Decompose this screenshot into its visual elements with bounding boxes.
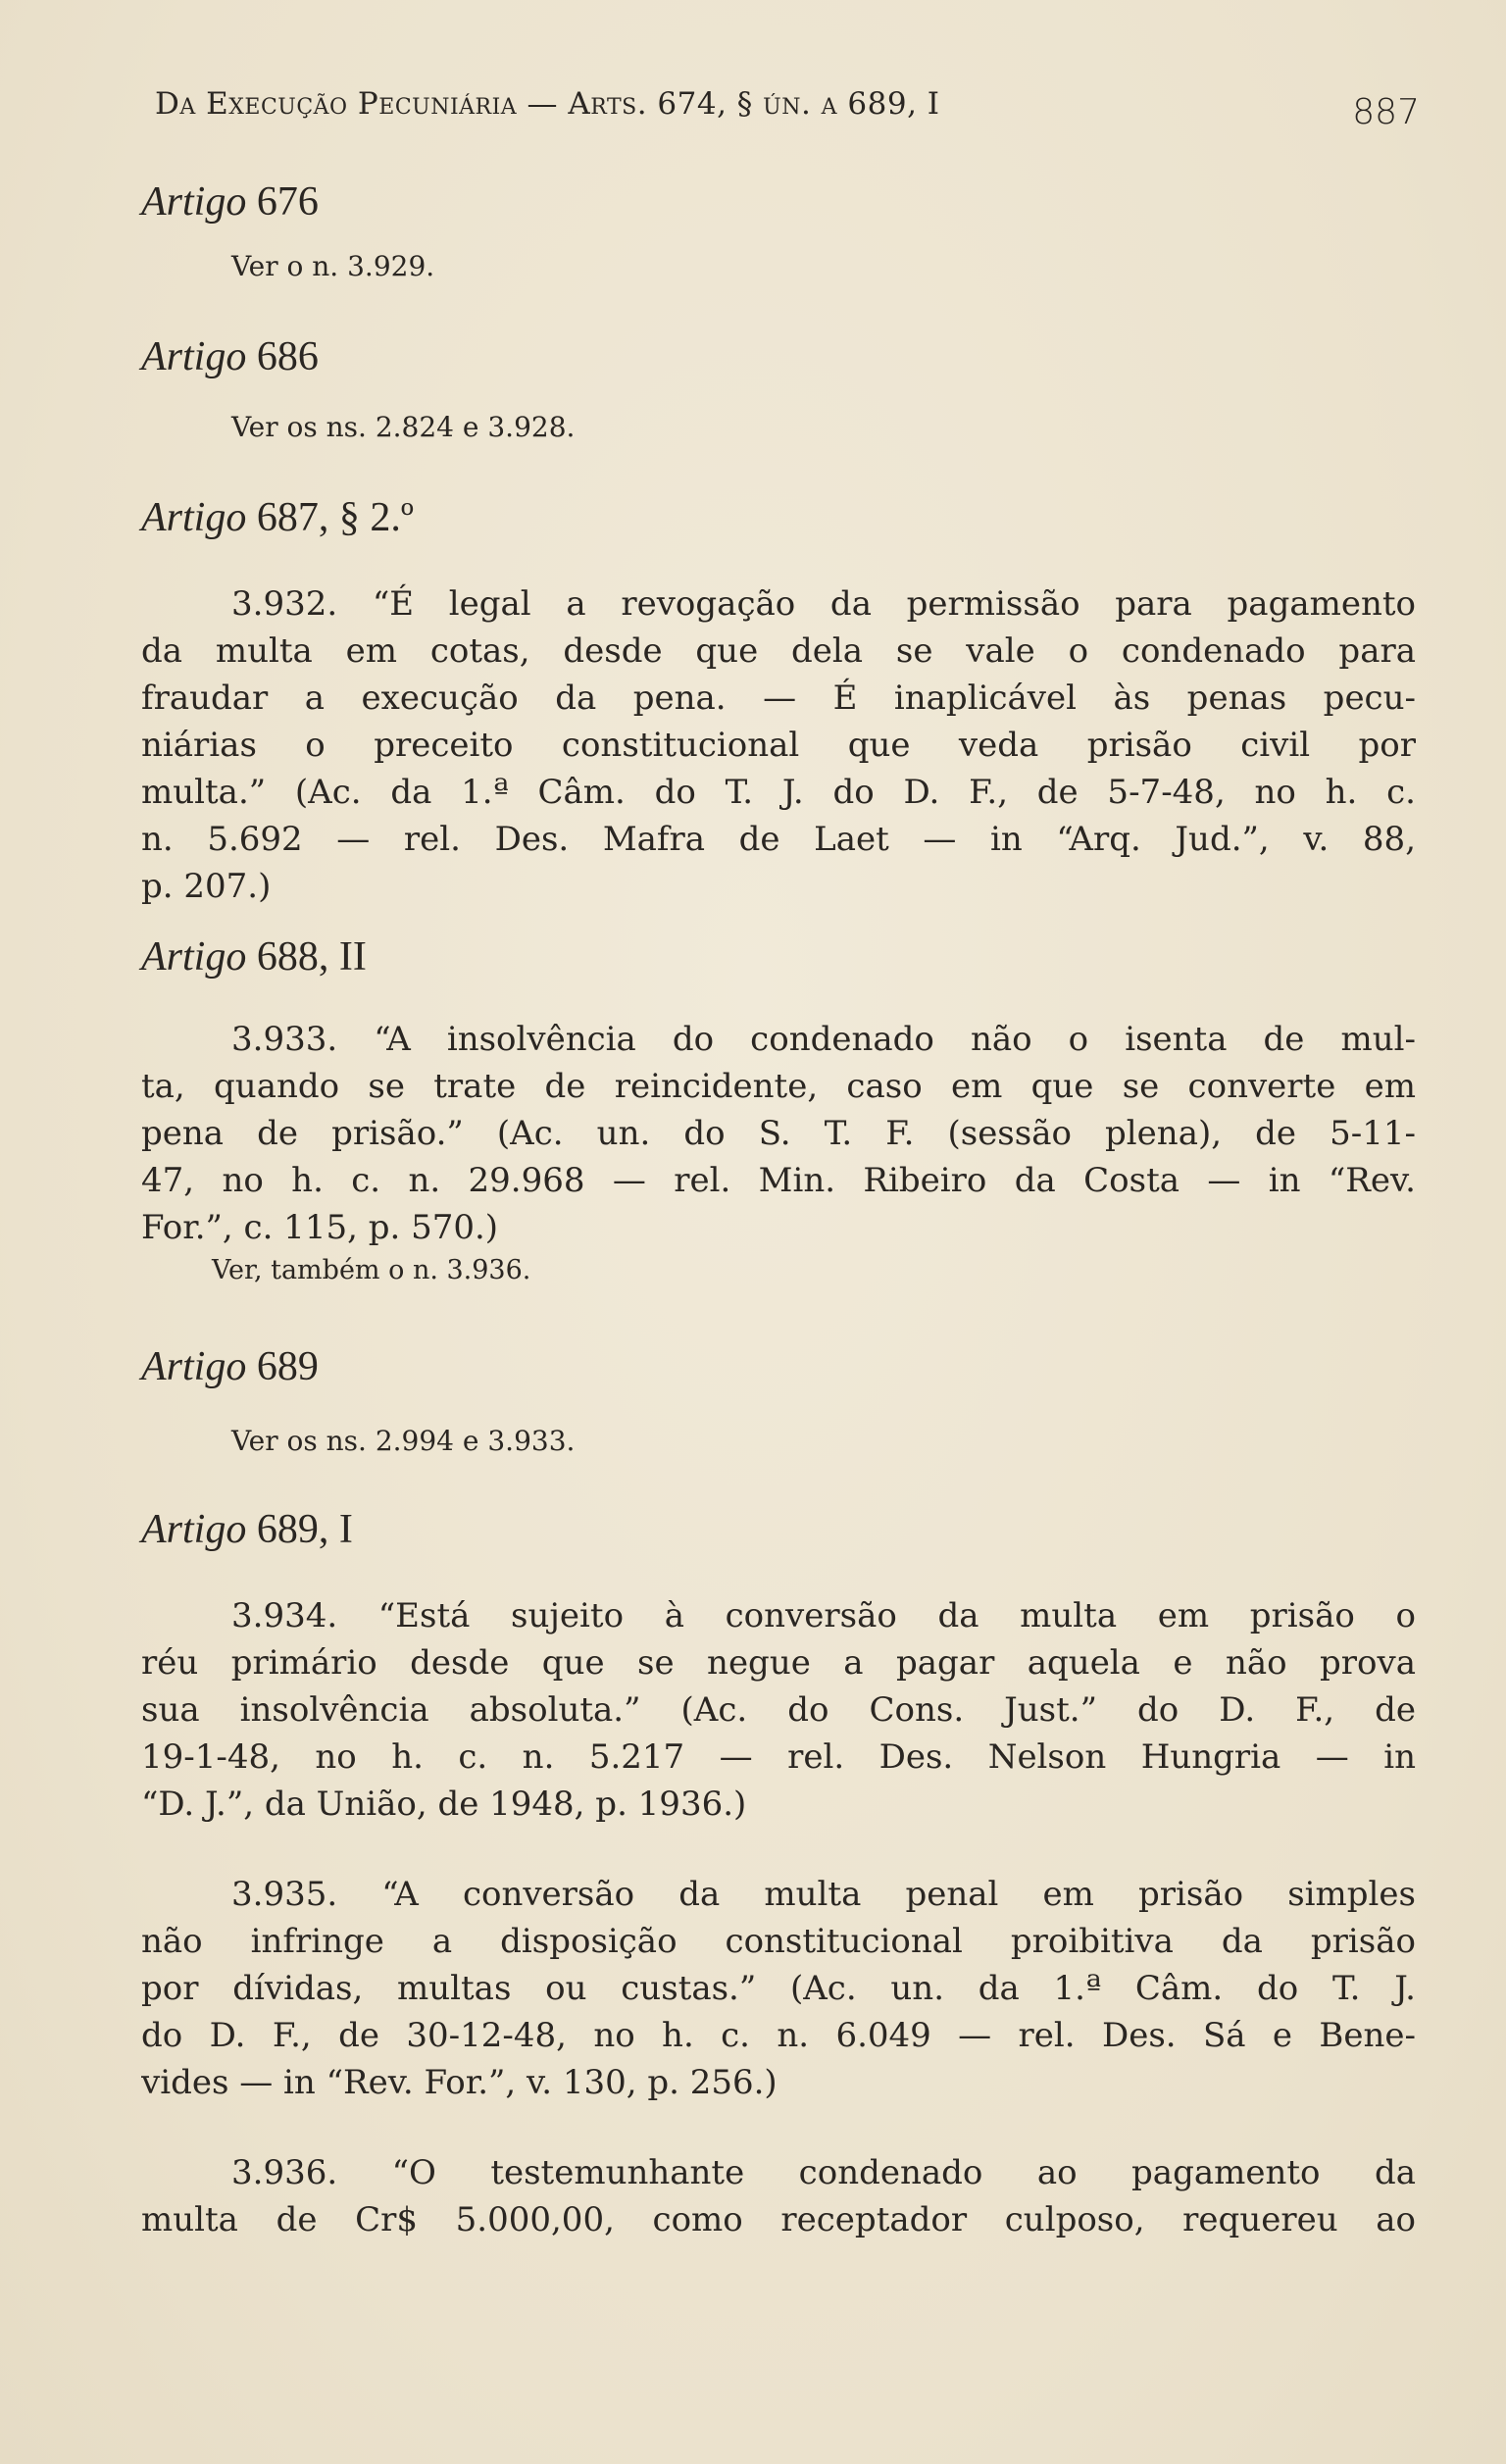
text-line: não infringe a disposição constitucional proibitiva da prisão: [141, 1922, 1416, 1961]
paragraph-3936: [141, 2149, 1416, 2243]
text-line: 3.936. “O testemunhante condenado ao pagamento da: [231, 2153, 1416, 2192]
cross-reference: Ver, também o n. 3.936.: [212, 1255, 531, 1285]
section-artigo-687: [141, 494, 1416, 910]
section-heading: [141, 333, 1416, 380]
text-line: For.”, c. 115, p. 570.): [141, 1208, 499, 1247]
paragraph-3934: [141, 1592, 1416, 1828]
text-line: n. 5.692 — rel. Des. Mafra de Laet — in “Arq. Jud.”, v. 88,: [141, 820, 1416, 859]
paragraph-3933: [141, 1016, 1416, 1251]
page-number: 887: [1352, 92, 1420, 132]
section-artigo-676: [141, 178, 1416, 284]
section-heading: [141, 178, 1416, 226]
text-line: 3.935. “A conversão da multa penal em prisão simples: [231, 1875, 1416, 1914]
text-line: por dívidas, multas ou custas.” (Ac. un. da 1.ª Câm. do T. J.: [141, 1969, 1416, 2008]
text-line: pena de prisão.” (Ac. un. do S. T. F. (sessão plena), de 5-11-: [141, 1114, 1416, 1153]
text-line: vides — in “Rev. For.”, v. 130, p. 256.): [141, 2063, 778, 2102]
section-heading: [141, 494, 1416, 541]
text-line: sua insolvência absoluta.” (Ac. do Cons. Just.” do D. F., de: [141, 1690, 1416, 1730]
section-heading: [141, 1506, 1416, 1553]
heading-word: Artigo: [141, 495, 247, 540]
paragraph-3935: [141, 1871, 1416, 2106]
text-line: réu primário desde que se negue a pagar aquela e não prova: [141, 1643, 1416, 1683]
cross-reference: Ver os ns. 2.994 e 3.933.: [231, 1425, 576, 1457]
heading-word: Artigo: [141, 179, 247, 225]
running-title: Da Execução Pecuniária — Arts. 674, § ún. a 689, I: [155, 86, 940, 122]
text-line: “D. J.”, da União, de 1948, p. 1936.): [141, 1785, 747, 1824]
text-line: 3.933. “A insolvência do condenado não o isenta de mul-: [231, 1020, 1416, 1059]
heading-word: Artigo: [141, 1507, 247, 1552]
section-artigo-689: [141, 1343, 1416, 1459]
text-line: 3.934. “Está sujeito à conversão da multa em prisão o: [231, 1596, 1416, 1635]
text-line: 47, no h. c. n. 29.968 — rel. Min. Ribeiro da Costa — in “Rev.: [141, 1161, 1416, 1200]
cross-reference: Ver os ns. 2.824 e 3.928.: [231, 411, 576, 443]
text-line: fraudar a execução da pena. — É inaplicável às penas pecu-: [141, 679, 1416, 718]
heading-number: 676: [256, 179, 319, 225]
text-line: do D. F., de 30-12-48, no h. c. n. 6.049 — rel. Des. Sá e Bene-: [141, 2016, 1416, 2055]
paragraph-3932: [141, 580, 1416, 910]
text-line: multa.” (Ac. da 1.ª Câm. do T. J. do D. F., de 5-7-48, no h. c.: [141, 773, 1416, 812]
text-line: ta, quando se trate de reincidente, caso em que se converte em: [141, 1067, 1416, 1106]
heading-number: 686: [256, 334, 319, 379]
heading-word: Artigo: [141, 334, 247, 379]
heading-word: Artigo: [141, 934, 247, 980]
text-line: da multa em cotas, desde que dela se vale o condenado para: [141, 631, 1416, 671]
section-heading: [141, 933, 1416, 981]
heading-number: 689: [256, 1344, 319, 1389]
running-header: [155, 80, 1420, 139]
cross-reference: Ver o n. 3.929.: [231, 250, 435, 282]
section-heading: [141, 1343, 1416, 1390]
heading-number: 688, II: [256, 934, 367, 980]
heading-word: Artigo: [141, 1344, 247, 1389]
heading-number: 687, § 2.º: [256, 495, 414, 540]
text-line: 3.932. “É legal a revogação da permissão para pagamento: [231, 584, 1416, 624]
text-line: multa de Cr$ 5.000,00, como receptador culposo, requereu ao: [141, 2200, 1416, 2239]
text-line: 19-1-48, no h. c. n. 5.217 — rel. Des. Nelson Hungria — in: [141, 1737, 1416, 1777]
text-line: p. 207.): [141, 867, 272, 906]
text-line: niárias o preceito constitucional que veda prisão civil por: [141, 726, 1416, 765]
section-artigo-688: [141, 933, 1416, 1288]
section-artigo-689-i: [141, 1506, 1416, 2243]
heading-number: 689, I: [256, 1507, 353, 1552]
section-artigo-686: [141, 333, 1416, 445]
